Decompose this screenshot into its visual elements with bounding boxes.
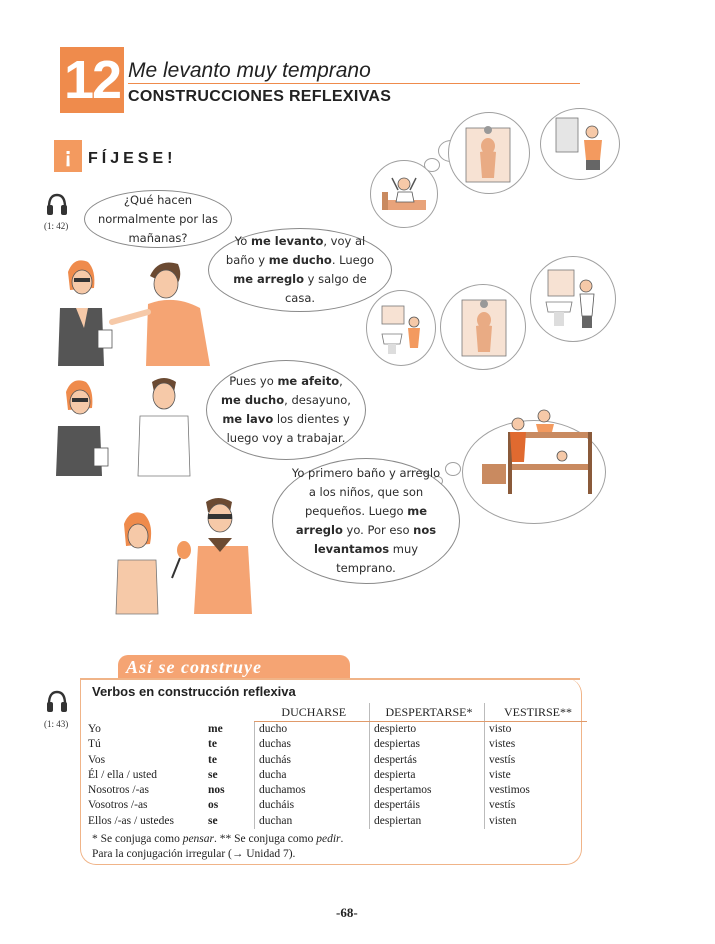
cell-despertarse: despiertas bbox=[370, 737, 485, 752]
footnote-irregular: Para la conjugación irregular (→ Unidad 7). bbox=[92, 848, 296, 860]
footnote-conjugation bbox=[92, 833, 343, 845]
note1-suffix: . bbox=[340, 833, 344, 845]
bubble-text-segment: y salgo de casa. bbox=[284, 272, 367, 305]
shower2-illustration bbox=[456, 294, 512, 358]
title-rule bbox=[128, 83, 580, 84]
cell-ducharse: ducho bbox=[255, 722, 370, 738]
table-row bbox=[88, 814, 587, 829]
bathroom-illustration bbox=[376, 300, 426, 356]
asi-se-construye-heading: Así se construye bbox=[126, 657, 263, 677]
answer2-speech-bubble bbox=[206, 360, 366, 460]
cell-subject: Tú bbox=[88, 738, 101, 751]
answer3-text bbox=[289, 464, 443, 578]
table-header-row bbox=[88, 703, 587, 722]
headphones-icon[interactable] bbox=[46, 193, 68, 217]
cell-pronoun: te bbox=[208, 753, 217, 766]
unit-subtitle: CONSTRUCCIONES REFLEXIVAS bbox=[128, 88, 392, 105]
answer1-speech-bubble bbox=[208, 228, 392, 312]
table-row bbox=[88, 737, 587, 752]
page-number: -68- bbox=[336, 905, 358, 920]
reflexive-verb: me arreglo bbox=[233, 272, 305, 286]
brushing-teeth-illustration bbox=[540, 266, 604, 330]
bubble-text-segment: . Luego bbox=[331, 253, 375, 267]
cell-pronoun: se bbox=[208, 768, 218, 781]
cell-vestirse: visto bbox=[485, 722, 588, 738]
unit-number-badge: 12 bbox=[60, 47, 124, 113]
dressing-illustration bbox=[548, 114, 612, 172]
cell-pronoun: se bbox=[208, 814, 218, 827]
reflexive-verb: me afeito bbox=[277, 374, 340, 388]
waking-up-illustration bbox=[378, 170, 430, 218]
cell-ducharse: ducháis bbox=[255, 798, 370, 813]
shower-illustration bbox=[460, 120, 516, 184]
table-title: Verbos en construcción reflexiva bbox=[92, 684, 296, 699]
bubble-text-segment: , bbox=[339, 374, 343, 388]
bubble-text-segment: muy temprano. bbox=[336, 542, 419, 575]
note1-prefix: * Se conjuga como bbox=[92, 833, 183, 845]
cell-despertarse: despiertan bbox=[370, 814, 485, 829]
cell-ducharse: duchan bbox=[255, 814, 370, 829]
bubble-text-segment: , voy al baño bbox=[225, 234, 366, 267]
bubble-text-segment: Yo primero baño y arreglo a los niños, que son pequeños. Luego bbox=[291, 466, 441, 518]
cell-despertarse: despierta bbox=[370, 768, 485, 783]
table-row bbox=[88, 722, 587, 738]
note1-word1: pensar bbox=[182, 833, 215, 845]
cell-vestirse: vestís bbox=[485, 798, 588, 813]
bubble-text-segment: , desayuno, bbox=[284, 393, 351, 407]
column-header-vestirse: VESTIRSE** bbox=[485, 703, 588, 722]
cell-subject: Nosotros /-as bbox=[88, 784, 150, 797]
reflexive-verb: me lavo bbox=[222, 412, 274, 426]
reflexive-verb: me levanto bbox=[250, 234, 324, 248]
note1-word2: pedir bbox=[316, 833, 341, 845]
headphones-icon[interactable] bbox=[46, 690, 68, 714]
question-text: ¿Qué hacen normalmente por las mañanas? bbox=[97, 192, 219, 245]
bubble-text-segment: Pues yo bbox=[229, 374, 278, 388]
children-bunkbed-illustration bbox=[478, 402, 596, 500]
answer1-text bbox=[222, 232, 378, 308]
bubble-text-segment: los dientes y luego voy a trabajar. bbox=[226, 412, 350, 445]
question-speech-bubble bbox=[84, 190, 232, 248]
column-header-ducharse: DUCHARSE bbox=[255, 703, 370, 722]
cell-pronoun: os bbox=[208, 799, 219, 812]
header-blank bbox=[208, 703, 255, 722]
audio-track-label: (1: 43) bbox=[44, 719, 69, 729]
cell-ducharse: duchamos bbox=[255, 783, 370, 798]
answer3-speech-bubble bbox=[272, 458, 460, 584]
interviewer-and-man-illustration bbox=[52, 372, 192, 476]
cell-subject: Yo bbox=[88, 722, 101, 735]
cell-vestirse: vestimos bbox=[485, 783, 588, 798]
cell-subject: Vosotros /-as bbox=[88, 799, 148, 812]
unit-title: Me levanto muy temprano bbox=[128, 59, 371, 82]
cell-ducharse: duchás bbox=[255, 753, 370, 768]
cell-subject: Ellos /-as / ustedes bbox=[88, 814, 174, 827]
reflexive-verb: nos levantamos bbox=[313, 523, 437, 556]
table-row bbox=[88, 798, 587, 813]
header-blank bbox=[88, 703, 208, 722]
table-row bbox=[88, 768, 587, 783]
bubble-text-segment: y bbox=[258, 253, 269, 267]
cell-despertarse: despierto bbox=[370, 722, 485, 738]
column-header-despertarse: DESPERTARSE* bbox=[370, 703, 485, 722]
table-row bbox=[88, 783, 587, 798]
cell-vestirse: vestís bbox=[485, 753, 588, 768]
cell-pronoun: te bbox=[208, 738, 217, 751]
interviewer-and-father-illustration bbox=[110, 494, 270, 614]
cell-ducharse: duchas bbox=[255, 737, 370, 752]
cell-pronoun: nos bbox=[208, 784, 225, 797]
cell-vestirse: viste bbox=[485, 768, 588, 783]
cell-pronoun: me bbox=[208, 722, 223, 735]
conjugation-table bbox=[88, 703, 587, 829]
answer2-text bbox=[219, 372, 353, 448]
bubble-text-segment: yo. Por eso bbox=[342, 523, 414, 537]
bubble-text-segment: Yo bbox=[234, 234, 251, 248]
cell-subject: Él / ella / usted bbox=[88, 768, 157, 781]
reflexive-verb: me arreglo bbox=[295, 504, 428, 537]
note1-mid: . ** Se conjuga como bbox=[214, 833, 317, 845]
cell-despertarse: despertamos bbox=[370, 783, 485, 798]
fijese-icon: ¡ bbox=[54, 140, 82, 172]
cell-vestirse: vistes bbox=[485, 737, 588, 752]
cell-subject: Vos bbox=[88, 753, 106, 766]
audio-track-label: (1: 42) bbox=[44, 221, 69, 231]
cell-despertarse: despertás bbox=[370, 753, 485, 768]
cell-ducharse: ducha bbox=[255, 768, 370, 783]
table-row bbox=[88, 753, 587, 768]
interviewer-and-woman-illustration bbox=[54, 248, 224, 366]
fijese-heading: FÍJESE! bbox=[88, 150, 177, 167]
reflexive-verb: me ducho bbox=[221, 393, 285, 407]
cell-despertarse: despertáis bbox=[370, 798, 485, 813]
cell-vestirse: visten bbox=[485, 814, 588, 829]
thought-dot bbox=[445, 462, 461, 476]
reflexive-verb: me ducho bbox=[268, 253, 332, 267]
